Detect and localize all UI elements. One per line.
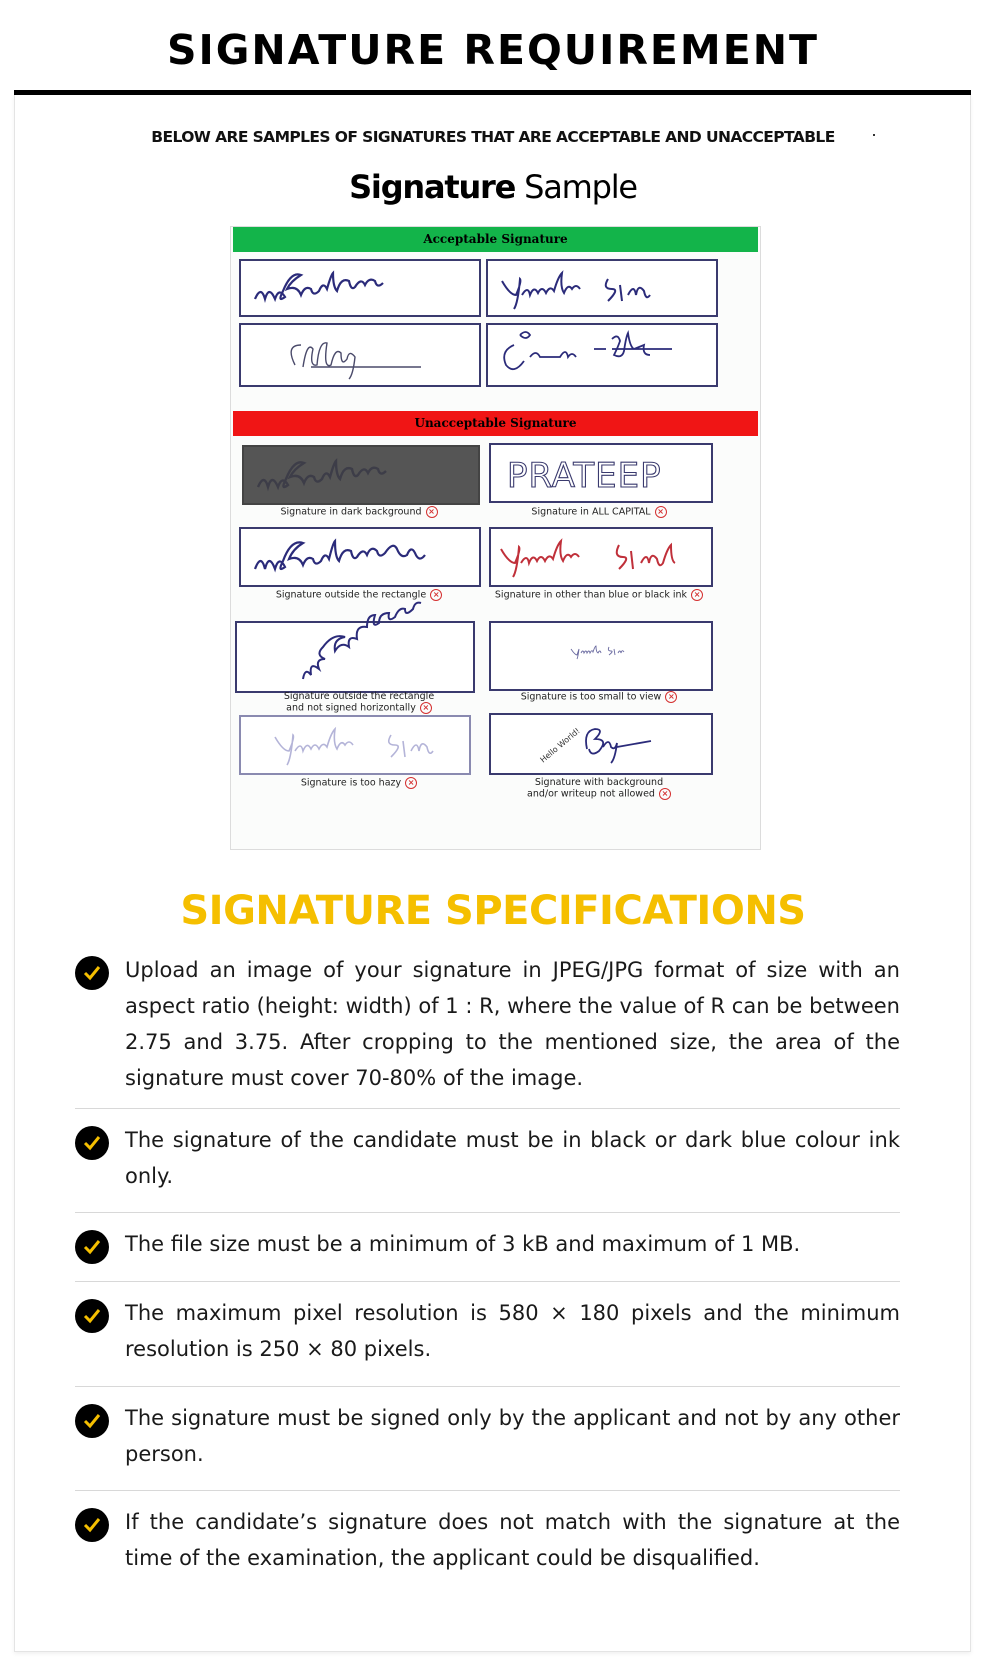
acceptable-signature-4: [486, 323, 718, 387]
spec-item-applicant: [75, 1400, 900, 1476]
cross-icon: ×: [426, 506, 438, 518]
spec-item-disqualification: [75, 1504, 900, 1580]
page-title: SIGNATURE REQUIREMENT: [166, 26, 820, 74]
caption-background-writeup: Signature with background and/or writeup not allowed ×: [489, 777, 709, 800]
caption-dark-background: Signature in dark background ×: [239, 506, 479, 518]
spec-item-format: [75, 952, 900, 1098]
spec-text: The file size must be a minimum of 3 kB and maximum of 1 MB.: [125, 1232, 801, 1256]
spec-item-resolution: [75, 1295, 900, 1371]
check-icon: [75, 1230, 109, 1264]
cross-icon: ×: [655, 506, 667, 518]
sample-heading: [0, 168, 986, 206]
cross-icon: ×: [420, 702, 432, 714]
caption-all-capital: Signature in ALL CAPITAL ×: [489, 506, 709, 518]
handwritten-signature: [241, 261, 479, 315]
check-icon: [75, 1126, 109, 1160]
handwritten-signature: [237, 623, 473, 691]
spec-text: The maximum pixel resolution is 580 × 180 pixels and the minimum resolution is 250 × 80 pixels.: [125, 1301, 900, 1361]
sample-heading-regular: Sample: [515, 168, 637, 206]
handwritten-signature: [488, 261, 716, 315]
unacceptable-not-horizontal: [235, 621, 475, 693]
spec-text: The signature must be signed only by the applicant and not by any other person.: [125, 1406, 900, 1466]
handwritten-signature: [241, 529, 479, 585]
handwritten-signature: [491, 623, 711, 689]
unacceptable-other-ink: [489, 527, 713, 587]
caption-too-hazy: Signature is too hazy ×: [239, 777, 479, 789]
check-icon: [75, 1508, 109, 1542]
unacceptable-bar: Unacceptable Signature: [233, 411, 758, 436]
caption-outside-rectangle: Signature outside the rectangle ×: [239, 589, 479, 601]
sample-heading-bold: Signature: [349, 168, 516, 206]
acceptable-signature-3: [239, 323, 481, 387]
check-icon: [75, 956, 109, 990]
acceptable-signature-1: [239, 259, 481, 317]
cross-icon: ×: [405, 777, 417, 789]
unacceptable-outside-rectangle: [239, 527, 481, 587]
handwritten-signature: [488, 325, 716, 385]
unacceptable-too-small: [489, 621, 713, 691]
caption-not-horizontal: Signature outside the rectangle and not signed horizontally ×: [283, 691, 435, 714]
cross-icon: ×: [691, 589, 703, 601]
spec-divider: [75, 1386, 900, 1387]
spec-divider: [75, 1490, 900, 1491]
acceptable-bar: Acceptable Signature: [233, 227, 758, 252]
spec-text: If the candidate’s signature does not match with the signature at the time of the examination, the applicant could be disqualified.: [125, 1510, 900, 1570]
handwritten-signature: [241, 325, 479, 385]
handwritten-signature: [241, 717, 469, 773]
handwritten-signature: [491, 715, 711, 773]
stray-dot: [873, 134, 875, 136]
spec-divider: [75, 1281, 900, 1282]
intro-text: BELOW ARE SAMPLES OF SIGNATURES THAT ARE ACCEPTABLE AND UNACCEPTABLE: [151, 128, 835, 146]
check-icon: [75, 1299, 109, 1333]
cross-icon: ×: [659, 788, 671, 800]
cross-icon: ×: [665, 691, 677, 703]
check-icon: [75, 1404, 109, 1438]
spec-text: Upload an image of your signature in JPEG/JPG format of size with an aspect ratio (height: width) of 1 : R, where the value of R can be between 2.75 and 3.75. After cropping to the mentioned size, the area of the signature must cover 70-80% of the image.: [125, 958, 900, 1090]
spec-divider: [75, 1212, 900, 1213]
specifications-title: SIGNATURE SPECIFICATIONS: [180, 888, 806, 934]
cross-icon: ×: [430, 589, 442, 601]
unacceptable-background-writeup: [489, 713, 713, 775]
acceptable-signature-2: [486, 259, 718, 317]
unacceptable-dark-background: [242, 445, 480, 505]
handwritten-signature: [244, 447, 478, 503]
spec-item-ink: [75, 1122, 900, 1198]
caption-other-ink: Signature in other than blue or black ink ×: [489, 589, 709, 601]
spec-text: The signature of the candidate must be in black or dark blue colour ink only.: [125, 1128, 900, 1188]
prateep-text: PRATEEP: [507, 456, 662, 496]
handwritten-signature: [491, 529, 711, 585]
spec-item-file-size: [75, 1226, 900, 1266]
handwritten-signature: [491, 445, 711, 501]
spec-divider: [75, 1108, 900, 1109]
hello-world-writeup: Hello World!: [538, 726, 582, 765]
caption-too-small: Signature is too small to view ×: [489, 691, 709, 703]
unacceptable-too-hazy: [239, 715, 471, 775]
unacceptable-all-capital: [489, 443, 713, 503]
signature-sample-image: [230, 226, 761, 850]
